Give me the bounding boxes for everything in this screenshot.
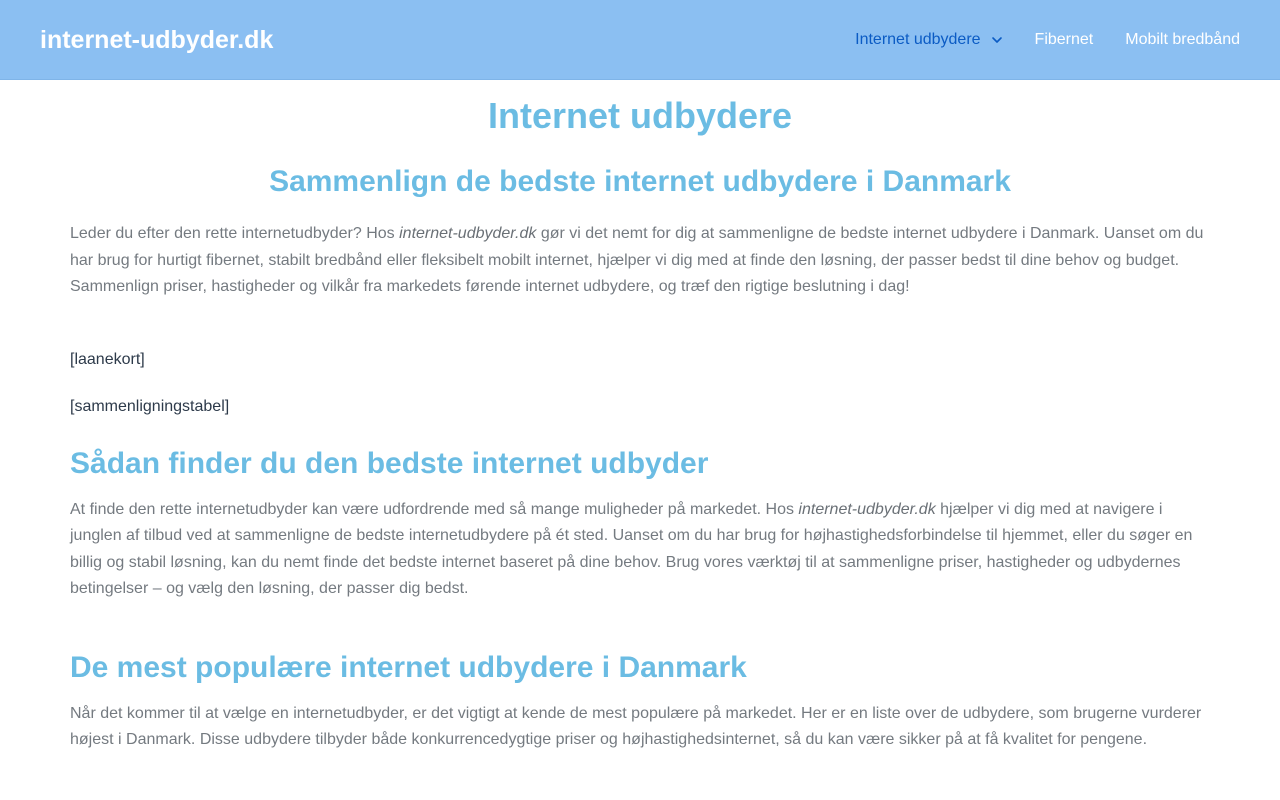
- nav-item-label: Fibernet: [1034, 31, 1094, 48]
- find-provider-paragraph: [70, 497, 1210, 603]
- page-title: Internet udbydere: [487, 95, 793, 136]
- nav-item-internet-udbydere[interactable]: [855, 30, 1002, 50]
- nav-item-label: Internet udbydere: [855, 31, 981, 48]
- intro-site-name: internet-udbyder.dk: [399, 225, 537, 242]
- section-heading-popular-providers: De mest populære internet udbydere i Danmark: [70, 650, 747, 684]
- chevron-down-icon: [991, 34, 1003, 46]
- site-header: [0, 0, 1280, 80]
- page-subtitle: Sammenlign de bedste internet udbydere i Danmark: [269, 165, 1011, 198]
- nav-item-mobilt-bredbaand[interactable]: [1125, 30, 1240, 50]
- intro-paragraph: [70, 221, 1210, 301]
- find-text-end: hjælper vi dig med at navigere i junglen af tilbud ved at sammenligne de bedste internetudbydere på ét sted. Uanset om du har brug for højhastighedsforbindelse til hjemmet, eller du søger en billig og stabil løsning, kan du nemt finde det bedste internet baseret på dine behov. Brug vores værktøj til at sammenligne priser, hastigheder og udbydernes betingelser – og vælg den løsning, der passer dig bedst.: [70, 500, 1193, 597]
- find-site-name: internet-udbyder.dk: [798, 500, 936, 518]
- find-text-start: At finde den rette internetudbyder kan være udfordrende med så mange muligheder på markedet. Hos: [70, 500, 799, 518]
- popular-providers-paragraph: Når det kommer til at vælge en internetudbyder, er det vigtigt at kende de mest populære på markedet. Her er en liste over de udbydere, som brugerne vurderer højest i Danmark. Disse udbydere tilbyder både konkurrencedygtige priser og højhastighedsinternet, så du kan være sikker på at få kvalitet for pengene.: [70, 704, 1202, 748]
- nav-item-fibernet[interactable]: [1035, 30, 1094, 50]
- section-heading-find-provider: Sådan finder du den bedste internet udbyder: [70, 446, 709, 480]
- nav-item-label: Mobilt bredbånd: [1125, 31, 1240, 48]
- main-content: [70, 80, 1210, 754]
- intro-text-end: gør vi det nemt for dig at sammenligne de bedste internet udbydere i Danmark. Uanset om du har brug for hurtigt fibernet, stabilt bredbånd eller fleksibelt mobilt internet, hjælper vi dig med at finde den løsning, der passer bedst til dine behov og budget. Sammenlign priser, hastigheder og vilkår fra markedets førende internet udbydere, og træf den rigtige beslutning i dag!: [70, 225, 1204, 295]
- site-logo-link[interactable]: internet-udbyder.dk: [40, 26, 274, 54]
- intro-text-start: Leder du efter den rette internetudbyder? Hos: [70, 225, 400, 242]
- shortcode-sammenligningstabel: [sammenligningstabel]: [70, 397, 230, 415]
- shortcode-laanekort: [laanekort]: [70, 350, 145, 368]
- main-navigation: [823, 0, 1240, 80]
